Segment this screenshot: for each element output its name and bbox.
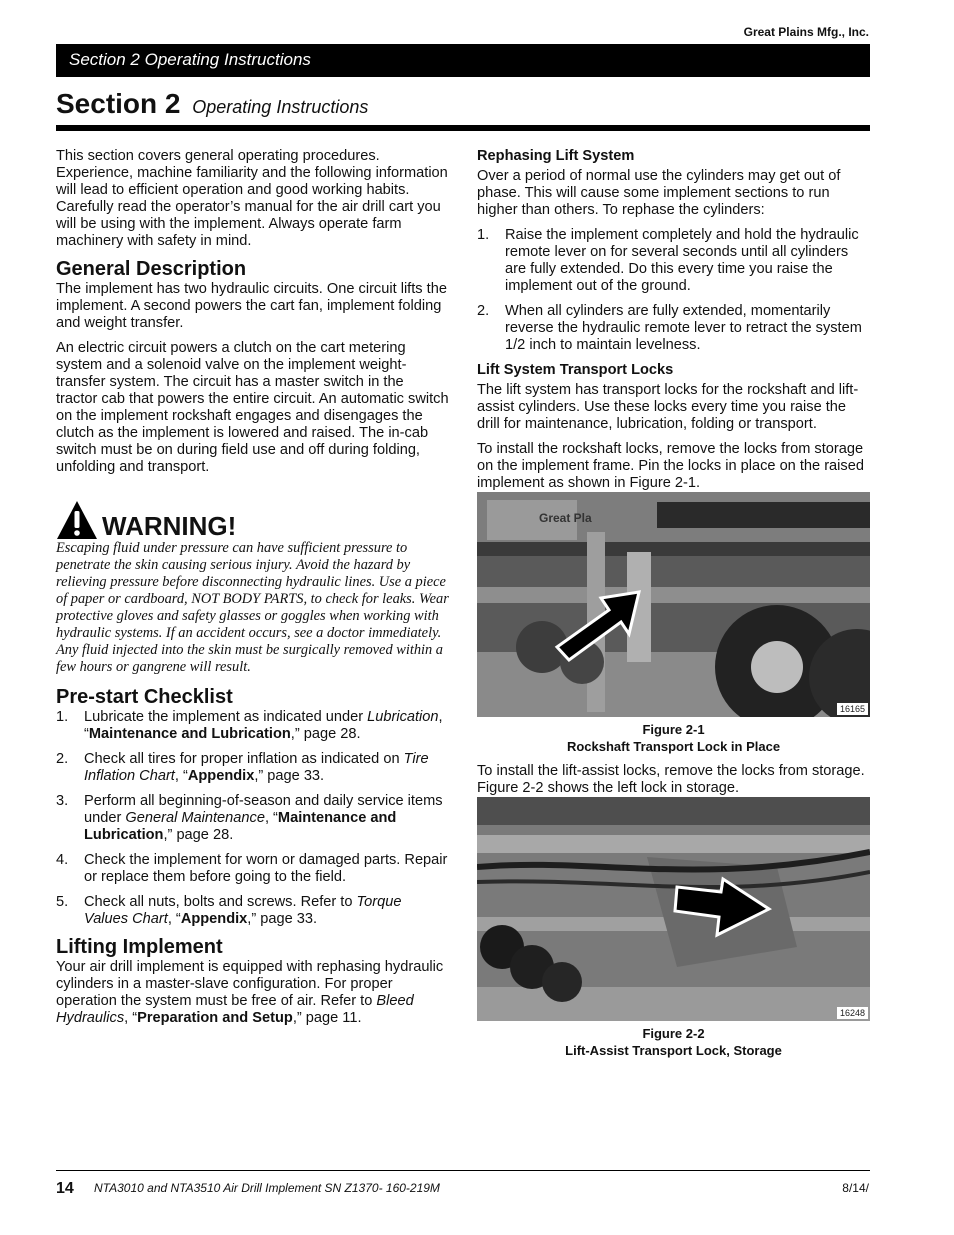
rephasing-steps xyxy=(477,227,870,354)
general-description-heading: General Description xyxy=(56,258,247,280)
title-rule xyxy=(56,125,870,131)
photo-id: 16165 xyxy=(837,703,868,715)
list-item: 1. Raise the implement completely and hold the hydraulic remote lever on for several seconds until all cylinders are fully extended. Do this every time you raise the implement out of the ground. xyxy=(477,227,859,294)
list-item: 5. Check all nuts, bolts and screws. Refer to Torque Values Chart, “Appendix,” page 33. xyxy=(56,894,402,927)
left-column xyxy=(56,148,449,1035)
svg-text:Great Pla: Great Pla xyxy=(539,511,592,525)
section-subtitle: Operating Instructions xyxy=(192,97,369,117)
rephasing-heading: Rephasing Lift System xyxy=(477,148,635,164)
lifting-implement-heading: Lifting Implement xyxy=(56,936,223,958)
lift-assist-photo xyxy=(477,797,870,1021)
list-item: 2. Check all tires for proper inflation as indicated on Tire Inflation Chart, “Appendix,” page 33. xyxy=(56,751,429,784)
right-column xyxy=(477,148,870,1067)
transport-locks-heading: Lift System Transport Locks xyxy=(477,362,674,378)
list-item: 4. Check the implement for worn or damaged parts. Repair or replace them before going to the field. xyxy=(56,852,448,885)
section-band-title: Section 2 Operating Instructions xyxy=(69,50,311,69)
lift-assist-lock-image xyxy=(477,797,870,1021)
general-paragraph-1: The implement has two hydraulic circuits. One circuit lifts the implement. A second powers the cart fan, implement folding and weight transfer. xyxy=(56,281,447,331)
figure-caption: Figure 2-2 Lift-Assist Transport Lock, Storage xyxy=(565,1026,782,1058)
footer-date: 8/14/ xyxy=(842,1181,869,1195)
page-number: 14 xyxy=(56,1180,74,1197)
company-name: Great Plains Mfg., Inc. xyxy=(743,25,869,39)
section-band xyxy=(56,44,870,77)
page-title xyxy=(56,88,368,120)
locks-paragraph-1: The lift system has transport locks for the rockshaft and lift-assist cylinders. Use these locks every time you raise the drill for maintenance, lubrication, folding or transport. xyxy=(477,382,859,432)
figure-caption: Figure 2-1 Rockshaft Transport Lock in Place xyxy=(566,722,781,754)
figure-2-1 xyxy=(477,492,870,755)
lift-assist-paragraph: To install the lift-assist locks, remove the locks from storage. Figure 2-2 shows the left lock in storage. xyxy=(477,763,865,796)
warning-text: Escaping fluid under pressure can have sufficient pressure to penetrate the skin causing serious injury. Avoid the hazard by relieving pressure before disconnecting hydraulic lines. Use a piece of paper or cardboard, NOT BODY PARTS, to check for leaks. Wear protective gloves and safety glasses or goggles when working with hydraulic systems. If an accident occurs, see a doctor immediately. Any fluid injected into the skin must be surgically removed within a few hours or gangrene will result. xyxy=(56,540,449,675)
list-item: 3. Perform all beginning-of-season and daily service items under General Maintenance, “Maintenance and Lubrication,” page 28. xyxy=(56,793,443,843)
list-item: 2. When all cylinders are fully extended, momentarily reverse the hydraulic remote lever to retract the system 1/2 inch to maintain levelness. xyxy=(477,303,862,353)
checklist xyxy=(56,709,449,928)
lifting-paragraph: Your air drill implement is equipped with rephasing hydraulic cylinders in a master-slave configuration. For proper operation the system must be free of air. Refer to Bleed Hydraulics, “Preparation and Setup,” page 11. xyxy=(56,959,444,1026)
rephasing-paragraph: Over a period of normal use the cylinders may get out of phase. This will cause some implement sections to run higher than others. To rephase the cylinders: xyxy=(477,168,841,218)
list-item: 1. Lubricate the implement as indicated under Lubrication, “Maintenance and Lubrication,” page 28. xyxy=(56,709,443,742)
warning-triangle-icon xyxy=(56,500,98,540)
footer-rule xyxy=(56,1170,870,1171)
warning-title: WARNING! xyxy=(102,511,237,541)
pre-start-checklist-heading: Pre-start Checklist xyxy=(56,686,233,708)
rockshaft-photo xyxy=(477,492,870,717)
figure-2-2 xyxy=(477,797,870,1059)
photo-id: 16248 xyxy=(837,1007,868,1019)
locks-paragraph-2: To install the rockshaft locks, remove the locks from storage on the implement frame. Pin the locks in place on the raised implement as shown in Figure 2-1. xyxy=(477,441,864,491)
general-paragraph-2: An electric circuit powers a clutch on the cart metering system and a solenoid valve on the implement weight-transfer system. The circuit has a master switch in the tractor cab that powers the entire circuit. An automatic switch on the implement rockshaft engages and disengages the clutch as the implement is lowered and raised. The in-cab switch must be on during field use and off during folding, unfolding and transport. xyxy=(56,340,449,475)
warning-header xyxy=(56,498,449,540)
intro-paragraph: This section covers general operating procedures. Experience, machine familiarity and the following information will lead to efficient operation and good working habits. Carefully read the operator’s manual for the air drill cart you will be using with the implement. Always operate farm machinery with safety in mind. xyxy=(56,148,448,249)
section-title: Section 2 xyxy=(56,88,181,119)
rockshaft-lock-image xyxy=(477,492,870,717)
footer-title: NTA3010 and NTA3510 Air Drill Implement SN Z1370- 160-219M xyxy=(94,1181,440,1195)
